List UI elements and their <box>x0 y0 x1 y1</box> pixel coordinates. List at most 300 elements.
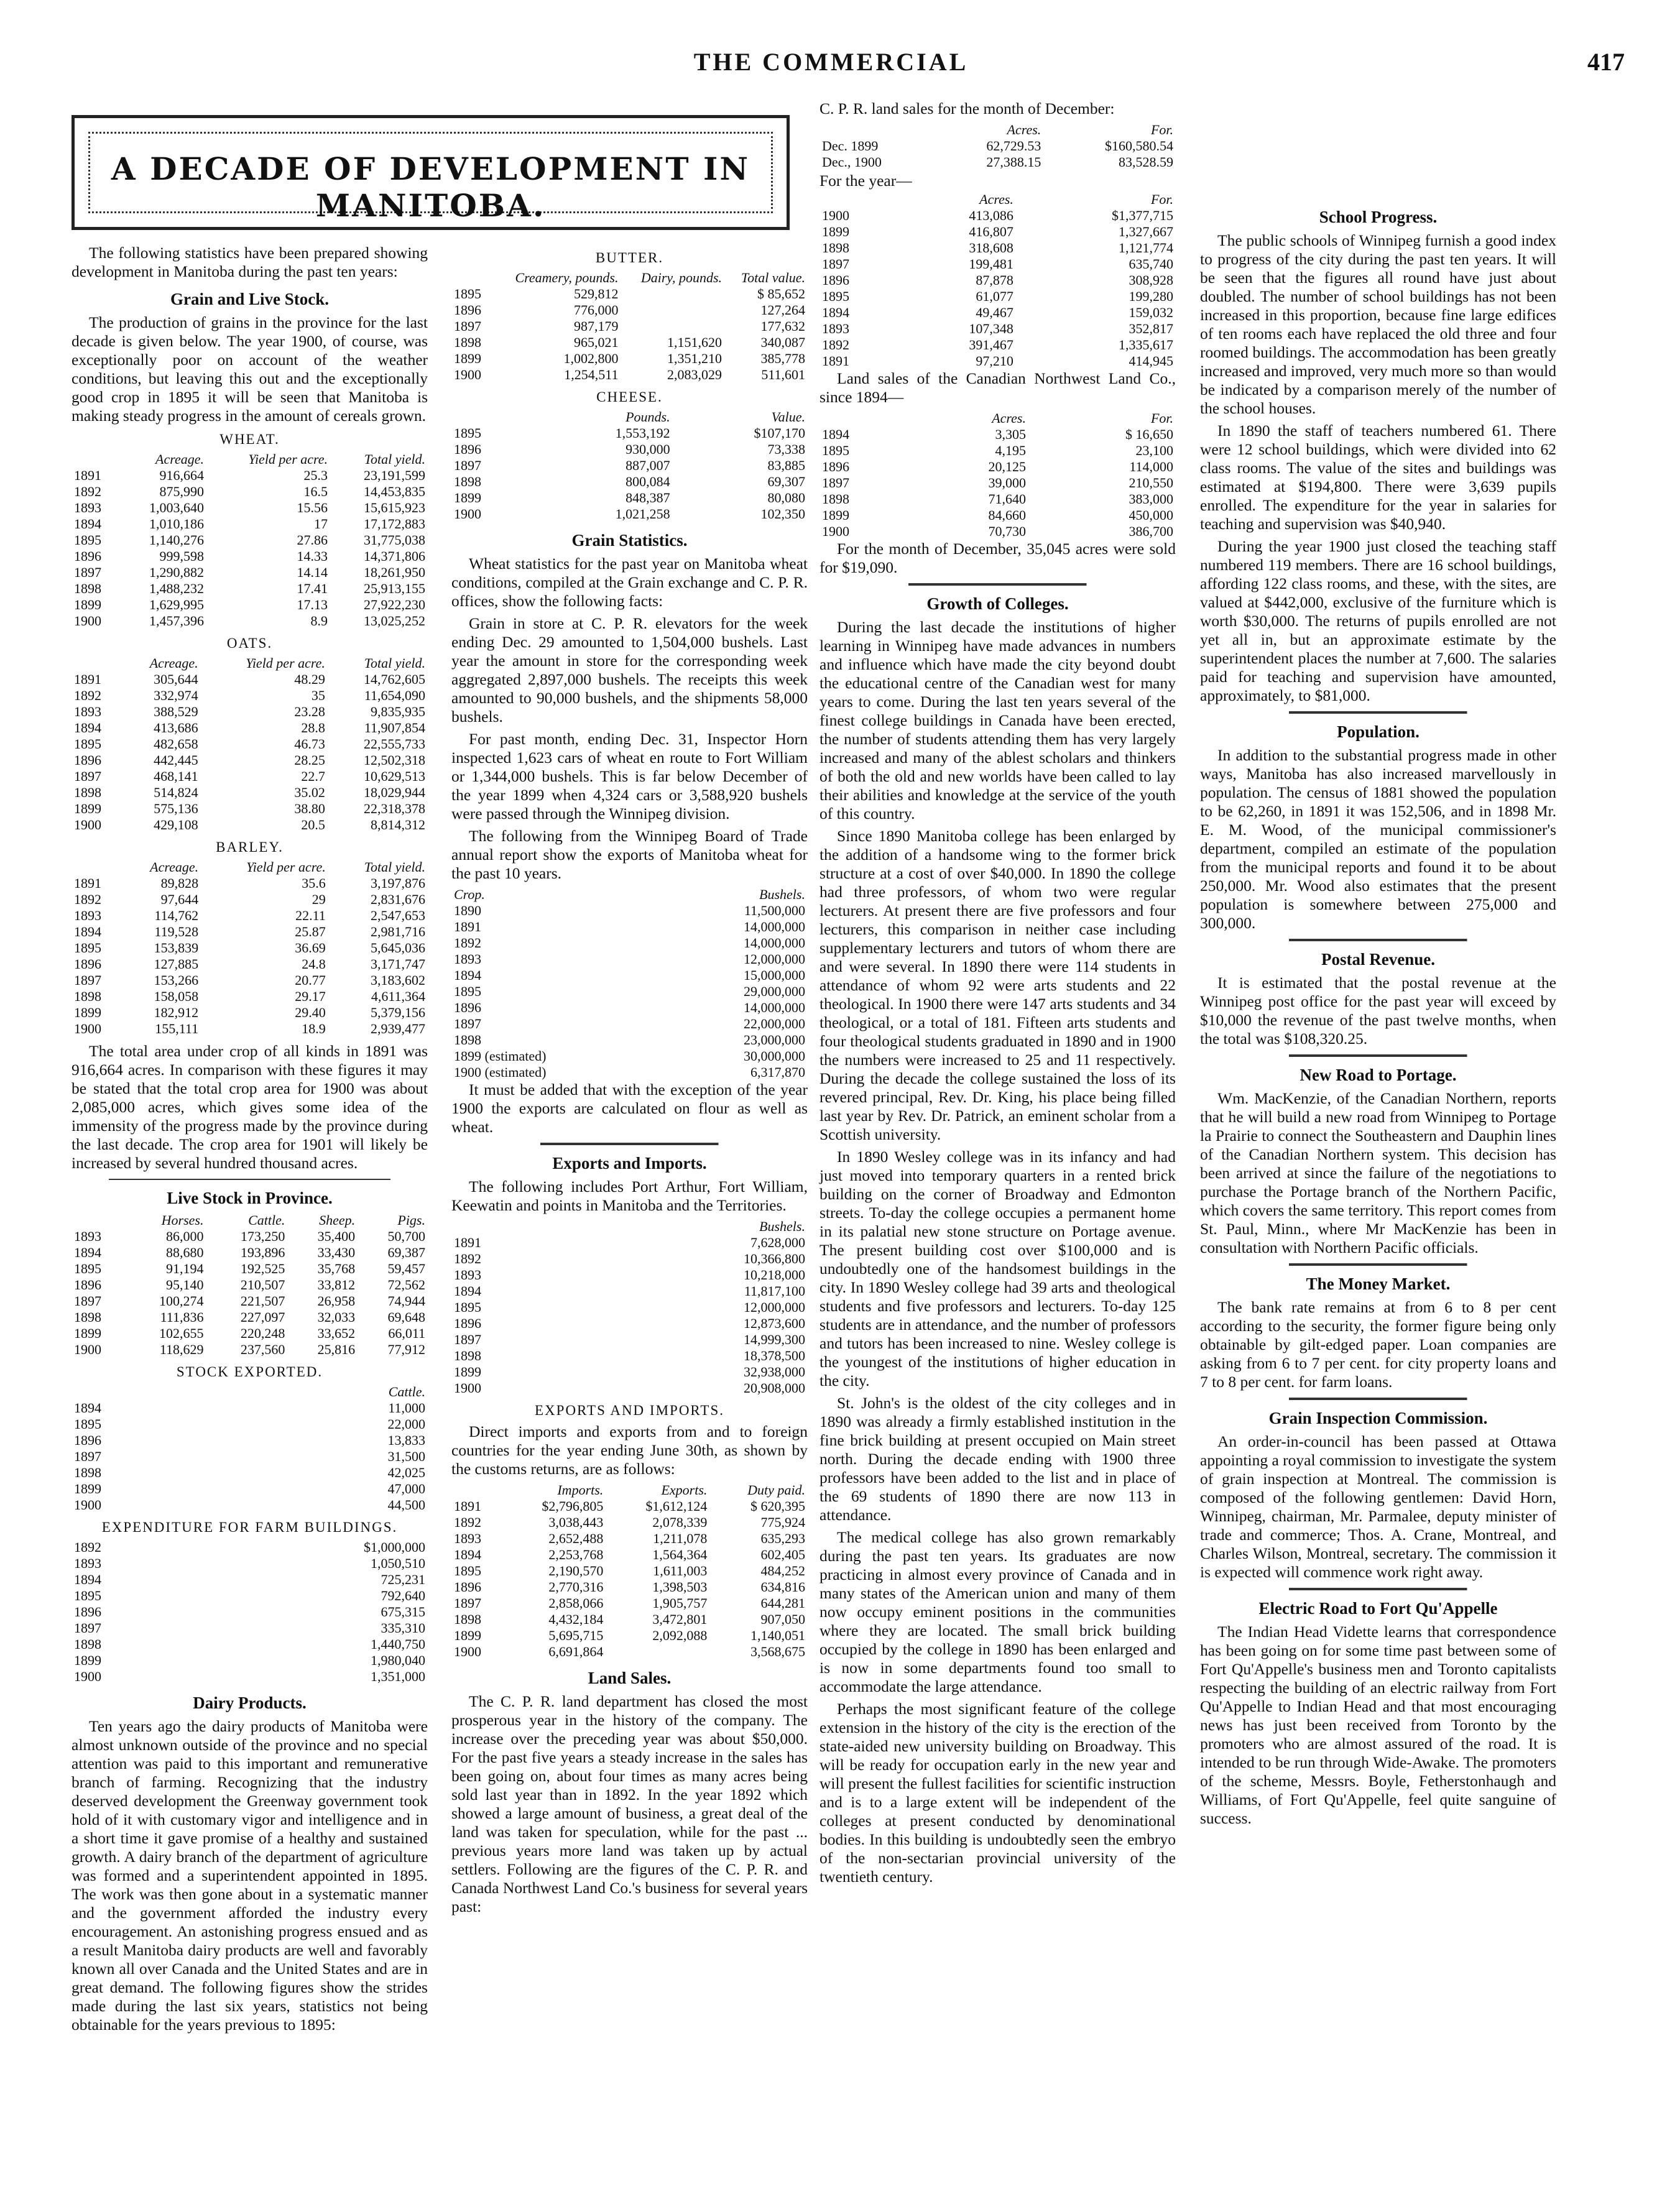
table-cell: 1,629,995 <box>149 597 205 612</box>
table-cell: 2,253,768 <box>548 1547 604 1562</box>
heading-postal: Postal Revenue. <box>1321 950 1435 969</box>
table-cell: Sheep. <box>319 1212 356 1228</box>
table-cell: 89,828 <box>160 875 199 891</box>
table-cell: 15,615,923 <box>364 500 425 515</box>
table-cell: 1896 <box>74 548 101 564</box>
table-row <box>72 484 428 500</box>
table-cell: 17.41 <box>297 581 328 596</box>
table-row <box>451 1032 808 1048</box>
table-cell: Creamery, pounds. <box>515 270 619 285</box>
table-cell: 4,432,184 <box>548 1611 604 1627</box>
table-row <box>819 256 1176 272</box>
table-cell: $ 620,395 <box>750 1498 805 1514</box>
table-cell: 153,839 <box>154 940 199 956</box>
table-row <box>72 1400 428 1416</box>
table-cell: 1897 <box>822 475 849 491</box>
table-row <box>451 1644 808 1660</box>
table-row <box>72 613 428 629</box>
article-title: A DECADE OF DEVELOPMENT IN MANITOBA. <box>111 150 750 224</box>
table-cell: 220,248 <box>240 1325 285 1341</box>
heading-schools: School Progress. <box>1319 208 1438 226</box>
table-cell: 1895 <box>822 443 849 458</box>
table-cell: 28.25 <box>294 752 325 768</box>
table-cell: 1900 <box>454 1380 481 1396</box>
stock-exported-title: STOCK EXPORTED. <box>176 1364 323 1380</box>
table-cell: 29.40 <box>295 1005 326 1020</box>
table-cell: 1895 <box>454 984 481 999</box>
table-cell: 1897 <box>454 458 481 473</box>
table-cell: 44,500 <box>387 1497 425 1513</box>
table-cell <box>621 286 724 302</box>
year-label: For the year— <box>819 172 912 190</box>
table-cell: 17,172,883 <box>364 516 425 532</box>
table-row <box>451 1579 808 1595</box>
table-cell: 159,032 <box>1129 305 1173 320</box>
table-cell: 1893 <box>454 1267 481 1283</box>
table-cell: 1897 <box>74 565 101 580</box>
colleges-p6: Perhaps the most significant feature of the college extension in the history of the city is the erection of the state-aided new university building on Broadway. This will be ready for occupation early in the new year and will present the fullest facilities for scientific instruction and is to a large extent will be independent of the colleges at present conducted by denominational bodies. In this building is undoubtedly seen the embryo of the non-sectarian provincial university of the twentieth century. <box>819 1700 1176 1886</box>
table-cell: 173,250 <box>240 1228 285 1244</box>
expenditure-table <box>72 1539 428 1685</box>
table-cell: 114,762 <box>154 908 199 923</box>
table-cell: 1899 <box>822 507 849 523</box>
heading-exports: Exports and Imports. <box>552 1154 707 1173</box>
table-row <box>451 1547 808 1563</box>
table-cell: 1,211,078 <box>653 1531 708 1546</box>
table-cell: 1896 <box>454 441 481 457</box>
table-cell <box>819 191 897 208</box>
table-cell: 1893 <box>454 1531 481 1546</box>
colleges-p3: In 1890 Wesley college was in its infancy and had just moved into temporary quarters in a rented brick building on the corner of Broadway and Edmonton streets. To-day the college occupies a permanent home in its palatial new stone structure on Portage avenue. The present building cost over $100,000 and is undoubtedly one of the handsomest buildings in the city. In 1890 Wesley college had 39 arts and theological students and five professors and lecturers. To-day 125 students are in attendance, and the number of professors and tutors has been increased to nine. Wesley college is the youngest of the institutions of higher education in the city. <box>819 1148 1176 1389</box>
crop-area-paragraph: The total area under crop of all kinds in 1891 was 916,664 acres. In comparison with these figures it may be stated that the total crop area for 1900 was about 2,085,000 acres, which gives some idea of the immensity of the progress made by the province during the last decade. The crop area for 1901 will likely be increased by several hundred thousand acres. <box>72 1042 428 1172</box>
table-cell: 1894 <box>74 1245 101 1260</box>
table-cell: 72,562 <box>387 1277 425 1293</box>
table-row <box>72 1342 428 1358</box>
table-cell: 2,770,316 <box>548 1579 604 1595</box>
heading-livestock: Live Stock in Province. <box>167 1189 333 1207</box>
butter-table <box>451 270 808 383</box>
heading-land-sales: Land Sales. <box>588 1669 672 1687</box>
table-cell: 416,807 <box>969 224 1013 239</box>
table-cell: 1893 <box>74 704 101 719</box>
table-cell: 84,660 <box>988 507 1026 523</box>
table-cell: 1898 <box>74 1636 101 1652</box>
table-row <box>72 720 428 736</box>
table-cell: 429,108 <box>154 817 198 832</box>
table-row <box>72 768 428 785</box>
dec-sales-title: C. P. R. land sales for the month of December: <box>819 99 1115 118</box>
table-cell: 602,405 <box>760 1547 805 1562</box>
table-cell: 2,190,570 <box>548 1563 604 1578</box>
table-cell: 127,885 <box>154 956 199 972</box>
table-cell: 1892 <box>74 688 101 703</box>
section-dash <box>1200 939 1556 941</box>
table-cell: 1894 <box>454 1283 481 1299</box>
table-cell: 35.6 <box>302 875 326 891</box>
table-cell <box>606 1644 709 1660</box>
table-cell: 1900 <box>74 1497 101 1513</box>
money-p1: The bank rate remains at from 6 to 8 per cent according to the security, the former figure being only obtainable by gilt-edged paper. Loan companies are asking from 6 to 7 per cent. for city property loans and 7 to 8 per cent. for farm loans. <box>1200 1298 1556 1391</box>
table-cell: 1896 <box>74 1277 101 1293</box>
table-cell: 635,293 <box>760 1531 805 1546</box>
table-cell: 1895 <box>74 1588 101 1603</box>
table-cell: 95,140 <box>166 1277 204 1293</box>
table-cell: 11,817,100 <box>744 1283 805 1299</box>
table-cell: 1,351,210 <box>667 351 723 366</box>
table-cell: 907,050 <box>760 1611 805 1627</box>
table-row <box>451 1498 808 1514</box>
table-row <box>72 704 428 720</box>
table-cell: 31,500 <box>387 1449 425 1464</box>
inspection-p1: An order-in-council has been passed at Ottawa appointing a royal commission to investigate the system of grain inspection at Montreal. The commission is composed of the following gentlemen: David Horn, Winnipeg, chairman, Mr. Parmalee, deputy minister of trade and commerce; Thos. A. Crane, Montreal, and Charles Wilson, Montreal, secretary. The commission it is expected will commence work right away. <box>1200 1432 1556 1581</box>
table-cell <box>72 655 120 671</box>
barley-title: BARLEY. <box>216 839 284 855</box>
table-row <box>72 1572 428 1588</box>
table-cell: 74,944 <box>387 1293 425 1309</box>
table-cell <box>72 1212 125 1228</box>
journal-title: THE COMMERCIAL <box>693 48 969 76</box>
table-cell: 119,528 <box>154 924 199 939</box>
table-cell: Exports. <box>661 1482 708 1498</box>
table-cell: 118,629 <box>159 1342 204 1357</box>
wheat-table <box>72 451 428 629</box>
table-cell: 9,835,935 <box>371 704 425 719</box>
table-cell: 1900 <box>454 1644 481 1659</box>
table-row <box>819 288 1176 305</box>
table-cell: 1,021,258 <box>615 506 670 522</box>
table-row <box>451 367 808 383</box>
table-cell: 385,778 <box>760 351 805 366</box>
table-cell: 1898 <box>74 1309 101 1325</box>
table-cell: 10,218,000 <box>744 1267 805 1283</box>
table-cell: 1895 <box>454 1299 481 1315</box>
table-cell: 1895 <box>74 532 101 548</box>
table-row <box>72 1588 428 1604</box>
table-cell: 1896 <box>822 459 849 474</box>
section-dash <box>1200 1263 1556 1266</box>
table-row <box>451 1628 808 1644</box>
table-cell: 6,317,870 <box>750 1064 805 1080</box>
table-cell: 575,136 <box>154 801 198 816</box>
table-cell: 1898 <box>454 1348 481 1363</box>
table-row <box>451 425 808 441</box>
table-cell: 1896 <box>74 956 101 972</box>
table-cell: 1892 <box>454 1251 481 1266</box>
table-cell: 1894 <box>74 1572 101 1587</box>
heading-dairy: Dairy Products. <box>193 1694 307 1712</box>
table-cell: 1892 <box>454 1514 481 1530</box>
table-cell <box>621 302 724 318</box>
table-row <box>451 1364 808 1380</box>
table-cell: 1,457,396 <box>149 613 205 629</box>
table-cell: 86,000 <box>166 1228 204 1244</box>
table-cell: 1,488,232 <box>149 581 205 596</box>
table-row <box>451 1016 808 1032</box>
table-row <box>451 1563 808 1579</box>
table-cell: 33,812 <box>317 1277 356 1293</box>
table-cell: 1896 <box>74 752 101 768</box>
table-cell: 4,195 <box>995 443 1026 458</box>
exports-p2: Direct imports and exports from and to foreign countries for the year ending June 30th, as shown by the customs returns, are as follows: <box>451 1422 808 1478</box>
table-cell: 775,924 <box>760 1514 805 1530</box>
table-cell: 1899 <box>74 597 101 612</box>
table-cell: 1897 <box>74 768 101 784</box>
table-row <box>819 443 1176 459</box>
table-cell: 8.9 <box>310 613 328 629</box>
table-cell: 1897 <box>454 1332 481 1347</box>
table-cell: 1896 <box>454 302 481 318</box>
table-cell: 305,644 <box>154 671 198 687</box>
postal-p1: It is estimated that the postal revenue at the Winnipeg post office for the past year will exceed by $10,000 the revenue of the past twelve months, when the total was $108,320.25. <box>1200 974 1556 1048</box>
table-cell: 1894 <box>74 1400 101 1416</box>
table-cell: 2,939,477 <box>371 1021 425 1036</box>
table-cell: 102,350 <box>760 506 805 522</box>
table-row <box>451 951 808 967</box>
table-cell: 1,050,510 <box>371 1555 425 1571</box>
table-row <box>72 892 428 908</box>
table-cell: 17.13 <box>297 597 328 612</box>
table-row <box>72 1005 428 1021</box>
table-cell: 25.87 <box>295 924 326 939</box>
table-cell: 80,080 <box>767 490 805 505</box>
table-cell: 352,817 <box>1129 321 1173 336</box>
table-cell: 1,121,774 <box>1119 240 1173 256</box>
table-cell: 3,305 <box>995 426 1026 442</box>
table-cell: 14,453,835 <box>364 484 425 499</box>
table-cell: Acres. <box>979 191 1013 207</box>
wheat-exports-table <box>451 887 808 1081</box>
table-cell: 6,691,864 <box>548 1644 604 1659</box>
table-cell: 114,000 <box>1129 459 1173 474</box>
table-cell: Imports. <box>557 1482 604 1498</box>
table-cell: 1890 <box>454 903 481 918</box>
table-row <box>72 1669 428 1685</box>
table-cell: 1895 <box>74 1416 101 1432</box>
table-cell: 1891 <box>454 1235 481 1250</box>
year-sales-table <box>819 191 1176 369</box>
table-cell: 27,922,230 <box>364 597 425 612</box>
table-row <box>451 1283 808 1299</box>
table-cell: 1898 <box>74 785 101 800</box>
table-cell: 17 <box>314 516 328 532</box>
table-cell: 468,141 <box>154 768 198 784</box>
table-row <box>451 458 808 474</box>
oats-table <box>72 655 428 833</box>
table-cell: 1897 <box>454 1595 481 1611</box>
imports-exports-title: EXPORTS AND IMPORTS. <box>535 1403 724 1418</box>
table-cell: 47,000 <box>387 1481 425 1496</box>
table-cell: For. <box>1150 191 1173 207</box>
table-cell: 3,038,443 <box>548 1514 604 1530</box>
section-dash <box>1200 1054 1556 1057</box>
table-cell: 1892 <box>74 484 101 499</box>
table-cell: 1898 <box>74 988 101 1004</box>
table-cell: 83,885 <box>767 458 805 473</box>
table-row <box>72 785 428 801</box>
table-cell: Acreage. <box>155 451 205 467</box>
table-row <box>72 1604 428 1620</box>
table-row <box>819 154 1176 170</box>
table-row <box>451 1595 808 1611</box>
table-cell: 1,151,620 <box>667 334 723 350</box>
table-cell: 18,261,950 <box>364 565 425 580</box>
table-cell: 97,644 <box>160 892 199 907</box>
table-cell: Total yield. <box>364 859 425 875</box>
column-2 <box>451 244 808 1920</box>
table-row <box>451 1348 808 1364</box>
table-cell: 1900 <box>74 613 101 629</box>
table-row <box>451 984 808 1000</box>
table-cell: 5,695,715 <box>548 1628 604 1643</box>
page-number: 417 <box>1587 48 1625 76</box>
table-row <box>819 475 1176 491</box>
section-dash <box>1200 1398 1556 1400</box>
column-4 <box>1200 199 1556 1832</box>
table-cell: 50,700 <box>387 1228 425 1244</box>
table-cell: $160,580.54 <box>1105 138 1173 154</box>
table-cell: 193,896 <box>240 1245 285 1260</box>
table-row <box>451 1531 808 1547</box>
table-cell: 23,191,599 <box>364 468 425 483</box>
table-cell: 511,601 <box>761 367 805 382</box>
heading-grain-inspection: Grain Inspection Commission. <box>1268 1409 1488 1427</box>
table-cell: 1892 <box>74 892 101 907</box>
table-cell: 644,281 <box>760 1595 805 1611</box>
table-cell: 237,560 <box>240 1342 285 1357</box>
table-cell: 42,025 <box>387 1465 425 1480</box>
table-row <box>819 208 1176 224</box>
table-cell: 25.3 <box>303 468 328 483</box>
table-cell: 414,945 <box>1129 353 1173 369</box>
table-cell: 1899 <box>74 1005 101 1020</box>
table-row <box>451 506 808 522</box>
table-cell: 1,351,000 <box>371 1669 425 1684</box>
table-row <box>72 1449 428 1465</box>
table-cell: 386,700 <box>1129 523 1173 539</box>
table-cell: Pigs. <box>397 1212 425 1228</box>
table-cell: 1896 <box>74 1604 101 1620</box>
table-cell <box>451 270 491 286</box>
table-cell: 1893 <box>822 321 849 336</box>
table-cell: 83,528.59 <box>1119 154 1173 170</box>
table-cell: 11,907,854 <box>364 720 425 735</box>
table-cell: 1,290,882 <box>149 565 205 580</box>
wheat-title: WHEAT. <box>219 431 280 447</box>
grainstats-p2: Grain in store at C. P. R. elevators for the week ending Dec. 29 amounted to 1,504,000 bushels. Last year the amount in store for the corresponding week aggregated 2,897,000 bushels. The receipts this week amounted to 90,000 bushels, and the shipments 58,000 bushels. <box>451 614 808 726</box>
table-cell: 107,348 <box>969 321 1013 336</box>
table-cell: 1,440,750 <box>371 1636 425 1652</box>
dec-sales-table <box>819 122 1176 170</box>
table-cell: 2,083,029 <box>667 367 723 382</box>
table-row <box>72 1481 428 1497</box>
table-cell: 25,816 <box>317 1342 356 1357</box>
table-cell: 14,000,000 <box>744 935 805 951</box>
table-cell: 634,816 <box>760 1579 805 1595</box>
table-row <box>451 1332 808 1348</box>
table-cell: 1,002,800 <box>563 351 619 366</box>
table-cell: Duty paid. <box>747 1482 805 1498</box>
table-cell: 102,655 <box>159 1325 204 1341</box>
table-row <box>819 426 1176 443</box>
table-row <box>451 967 808 984</box>
table-cell: 5,379,156 <box>371 1005 425 1020</box>
table-row <box>72 581 428 597</box>
table-cell: 22.11 <box>295 908 326 923</box>
table-cell: Total value. <box>741 270 805 285</box>
table-cell: 1894 <box>74 516 101 532</box>
table-row <box>72 1636 428 1652</box>
table-row <box>819 491 1176 507</box>
table-row <box>72 532 428 548</box>
table-cell: 1897 <box>454 318 481 334</box>
table-cell: 1896 <box>454 1000 481 1015</box>
table-row <box>72 1497 428 1513</box>
table-cell: 31,775,038 <box>364 532 425 548</box>
table-cell: 1899 <box>74 801 101 816</box>
table-cell <box>451 1482 502 1498</box>
table-cell: $1,377,715 <box>1112 208 1173 223</box>
table-cell: 482,658 <box>154 736 198 752</box>
table-cell: 25,913,155 <box>364 581 425 596</box>
table-cell: 1,611,003 <box>653 1563 708 1578</box>
table-cell: 1,003,640 <box>149 500 205 515</box>
land-p2: For the month of December, 35,045 acres were sold for $19,090. <box>819 540 1176 576</box>
table-cell: Dairy, pounds. <box>640 270 723 285</box>
table-cell: 1896 <box>822 272 849 288</box>
table-cell: 965,021 <box>573 334 619 350</box>
heading-money-market: The Money Market. <box>1306 1274 1451 1293</box>
table-cell: 484,252 <box>760 1563 805 1578</box>
table-cell: 199,280 <box>1129 288 1173 304</box>
grainstats-p3: For past month, ending Dec. 31, Inspector Horn inspected 1,623 cars of wheat en route to Fort William or 1,344,000 bushels. This is far below December of the year 1899 when 4,324 cars or 3,588,920 bushels were passed through the Winnipeg division. <box>451 730 808 823</box>
table-cell: 22,555,733 <box>364 736 425 752</box>
table-cell: 1895 <box>74 940 101 956</box>
table-row <box>72 516 428 532</box>
table-cell: 88,680 <box>166 1245 204 1260</box>
table-row <box>819 507 1176 523</box>
table-cell: 1893 <box>74 500 101 515</box>
table-row <box>451 1048 808 1064</box>
table-cell: 1895 <box>454 425 481 441</box>
table-row <box>72 1539 428 1555</box>
table-cell: 383,000 <box>1129 491 1173 507</box>
table-cell: 1898 <box>454 334 481 350</box>
table-cell: Yield per acre. <box>246 655 325 671</box>
table-cell: 12,873,600 <box>744 1316 805 1331</box>
table-cell: 59,457 <box>387 1261 425 1276</box>
table-cell: 413,086 <box>969 208 1013 223</box>
exports-p1: The following includes Port Arthur, Fort William, Keewatin and points in Manitoba and the Territories. <box>451 1177 808 1214</box>
table-cell: 155,111 <box>155 1021 199 1036</box>
table-cell: 35,768 <box>317 1261 356 1276</box>
table-row <box>819 240 1176 256</box>
table-cell: 1899 <box>74 1652 101 1668</box>
table-cell: 1897 <box>74 1620 101 1636</box>
table-cell: 999,598 <box>159 548 205 564</box>
schools-p3: During the year 1900 just closed the teaching staff numbered 119 members. There are 16 school buildings, affording 122 class rooms, and these, with the sites, are valued at $442,000, exclusive of the furniture which is worth $30,000. The returns of pupils enrolled are not yet all in, but an approximate estimate by the superintendent places the number at 7,600. The salaries paid for teaching and supervision have amounted, approximately, to $81,000. <box>1200 537 1556 704</box>
table-cell: $107,170 <box>754 425 805 441</box>
table-cell: $ 16,650 <box>1125 426 1173 442</box>
table-cell: 1900 <box>74 1342 101 1357</box>
table-cell: 1891 <box>822 353 849 369</box>
table-row <box>72 1416 428 1432</box>
table-cell: 30,000,000 <box>744 1048 805 1064</box>
table-cell: Horses. <box>161 1212 204 1228</box>
stock-exported-header: Cattle. <box>388 1384 425 1399</box>
table-cell: 1899 <box>454 1364 481 1380</box>
table-cell: 87,878 <box>976 272 1013 288</box>
heading-electric-road: Electric Road to Fort Qu'Appelle <box>1258 1599 1498 1618</box>
